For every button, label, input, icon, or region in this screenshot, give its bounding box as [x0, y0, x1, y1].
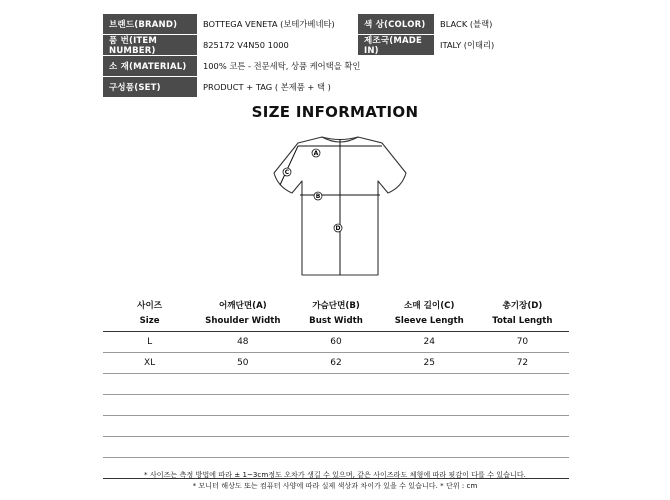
shoulder-cell: 48 — [237, 337, 249, 347]
info-row-brand — [103, 14, 566, 35]
marker-d: D — [335, 225, 341, 233]
table-row — [103, 332, 569, 352]
set-value: PRODUCT + TAG ( 본제품 + 택 ) — [203, 82, 331, 92]
item-number-value: 825172 V4N50 1000 — [203, 40, 289, 50]
size-cell: XL — [144, 358, 156, 368]
marker-c: C — [284, 169, 290, 177]
size-cell: L — [147, 337, 153, 347]
material-label: 소 재(MATERIAL) — [103, 56, 197, 76]
header-total-ko: 총기장(D) — [502, 301, 543, 311]
marker-a: A — [313, 150, 319, 158]
material-value: 100% 코튼 - 전문세탁, 상품 케어택을 확인 — [203, 61, 361, 71]
color-label: 색 상(COLOR) — [358, 14, 434, 34]
color-value: BLACK (블랙) — [440, 19, 493, 29]
header-bust — [289, 297, 382, 331]
made-in-label: 제조국(MADE IN) — [358, 35, 434, 55]
brand-label: 브랜드(BRAND) — [103, 14, 197, 34]
tshirt-measurement-diagram — [270, 133, 410, 283]
total-length-cell: 72 — [516, 358, 529, 368]
product-info-table — [103, 14, 566, 97]
size-information-title: SIZE INFORMATION — [251, 103, 419, 121]
header-shoulder — [196, 297, 289, 331]
measure-lines — [280, 139, 382, 275]
header-sleeve-en: Sleeve Length — [394, 316, 464, 326]
empty-row — [103, 416, 569, 436]
header-total-en: Total Length — [492, 316, 553, 326]
brand-value: BOTTEGA VENETA (보테가베네타) — [203, 19, 335, 29]
size-notes — [0, 469, 670, 491]
measure-markers — [283, 149, 342, 232]
table-row — [103, 353, 569, 373]
empty-row — [103, 437, 569, 457]
set-label: 구성품(SET) — [103, 77, 197, 97]
sleeve-line — [280, 146, 298, 185]
empty-row — [103, 374, 569, 394]
total-length-cell: 70 — [516, 337, 529, 347]
made-in-value: ITALY (이태리) — [440, 40, 495, 50]
info-row-set — [103, 77, 566, 97]
header-total-length — [476, 297, 569, 331]
header-size — [103, 297, 196, 331]
header-size-en: Size — [139, 316, 160, 326]
header-shoulder-ko: 어깨단면(A) — [218, 301, 267, 311]
note-measurement: * 사이즈는 측정 방법에 따라 ± 1~3cm정도 오차가 생길 수 있으며, 같은 사이즈라도 체형에 따라 핏감이 다를 수 있습니다. — [144, 470, 526, 479]
size-table — [103, 297, 569, 479]
header-sleeve — [383, 297, 476, 331]
header-bust-en: Bust Width — [309, 316, 363, 326]
marker-b: B — [315, 193, 321, 201]
info-row-item — [103, 35, 566, 56]
sleeve-cell: 24 — [423, 337, 435, 347]
info-row-material — [103, 56, 566, 77]
empty-row — [103, 395, 569, 415]
bust-cell: 62 — [330, 358, 342, 368]
header-shoulder-en: Shoulder Width — [205, 316, 281, 326]
size-table-header — [103, 297, 569, 331]
sleeve-cell: 25 — [423, 358, 435, 368]
header-size-ko: 사이즈 — [137, 301, 163, 311]
header-sleeve-ko: 소매 길이(C) — [404, 301, 455, 311]
item-number-label: 품 번(ITEM NUMBER) — [103, 35, 197, 55]
bust-cell: 60 — [330, 337, 342, 347]
header-bust-ko: 가슴단면(B) — [312, 301, 360, 311]
note-monitor: * 모니터 해상도 또는 컴퓨터 사양에 따라 실제 색상과 차이가 있을 수 있습니다. * 단위 : cm — [192, 481, 478, 490]
shoulder-cell: 50 — [237, 358, 249, 368]
